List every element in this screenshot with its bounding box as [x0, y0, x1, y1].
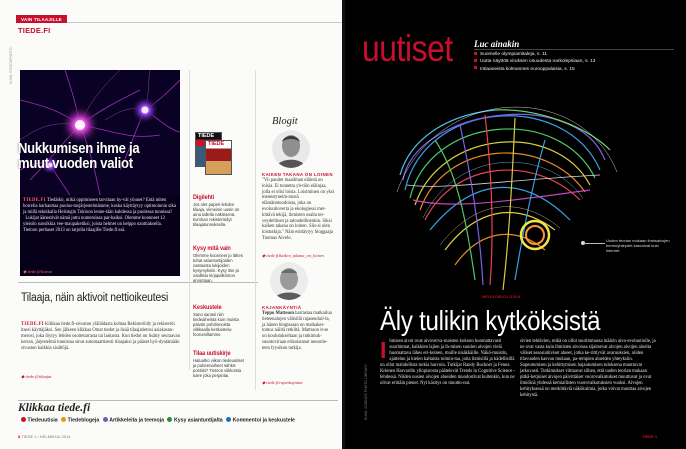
toc-heading: Luc ainakin [474, 39, 520, 49]
subscriber-box-title: Tilaaja, näin aktivoit nettioikeutesi [21, 292, 169, 304]
article-column-1: Ihmisen aivot ovat aivoverva-maisten kokoon huomattavasti suurimmat, kaikkien lajien ja ih-misen suurien aivojen vielä huomattava lähes eri-koinen, muille nisäkkäille. Näkö-muistin, ajattelun ja kielen kaltaista toimin-taa, joita ihmisillä ja kädellisillä on ollut mahdollista tutkia harvoin. Tutkijat Randy Buckner ja Fenna Krienen Harvardin yliopistosta päätelevät Trends in Cognitive Science -lehdessä. Niiden uusien aivojen alueiden muodostivat kuitenkin, kun ne olivat erittäin pienet. Nyt käsitys on muuttu-nut. [380, 337, 516, 386]
bullet-icon [226, 417, 231, 422]
feature-discuss-text: Sano sanasi niin tiedeaiheista kuin muista päivän pohdinnoista vilkkaalla keskustelu-foorumillamme. [193, 312, 239, 338]
bullet-icon [21, 417, 26, 422]
click-item-articles[interactable]: Artikkeleita ja teemoja [109, 417, 165, 424]
blogger-portrait-1 [272, 130, 310, 168]
click-items [19, 417, 295, 423]
article-headline: Äly tulikin kytköksistä [380, 305, 601, 336]
hero-body [23, 198, 177, 233]
click-item-ask[interactable]: Kysy asiantuntijalta [173, 417, 223, 424]
subscriber-badge: VAIN TILAAJILLE [16, 15, 67, 23]
blog-2-text: Teppo Mattsson harrastaa matkailua tieteenalojen välisillä rajaseuduil-la, ja hänen blogissaan on matkaker-tomus näiltä retkiltä. Mattsson it-se on koulutukseltaan ja tutkimuk-suuntoviraan erikoistanut neurotie-teen fyysikon tutkija. [262, 311, 332, 351]
section-title: uutiset [362, 28, 453, 69]
feature-ask-text: Olemme koonneet jo lähes tuhat asiantuntijoiden vastausta lukijoiden kysymyksiin. Kysy itse ja osallistu kirjapalkinnon arvontaan. [193, 253, 243, 284]
feature-ask-heading[interactable]: Kysy mitä vain [193, 245, 231, 252]
feature-discuss-heading[interactable]: Keskustele [193, 304, 222, 311]
toc-item[interactable]: Uutta näyttöä viruksen osuudesta narkolepsiaan, s. 13 [474, 58, 595, 65]
image-caption: Uuden teorian mukaan ihmisaivojen hermoyhteydet kasvoivat kuin internet. [606, 238, 670, 253]
click-title: Klikkaa tiede.fi [18, 402, 91, 414]
blogs-title: Blogit [272, 116, 298, 127]
feature-newsletter-heading[interactable]: Tilaa uutiskirje [193, 350, 231, 357]
hero-paragraph-1: Tiedätkö, mikä oppimiseen tarvitaan hy-vät yöunet? Entä miten borrelia harhauttaa puolus-tusjärjestelmämme, koska käyttäytyy optimoinnin sika ja millä teknikalla Helsingin Tokioon lenne-tään kahdessa ja puolessa tunnissa? [23, 198, 176, 215]
brand-label: TIEDE.FI [18, 26, 51, 35]
photo-credit: KUVA: SCIENCE PHOTO LIBRARY [364, 363, 368, 420]
click-item-blogs[interactable]: Tiedeblogeja [67, 417, 100, 424]
right-folio: TIEDE 1 [642, 434, 658, 439]
click-item-comment[interactable]: Kommentoi ja keskustele [232, 417, 295, 424]
toc-item[interactable]: Suomelle olympiamitaleja, s. 11 [474, 51, 595, 58]
subscriber-box-body: TIEDE.FI Klikkaa tiede.fi-sivuston yläläidasta kohtaa Rekisteröidy ja rekisteröi itsesi käyttäjäksi. Sen jälkeen klikkaa Omat tiedot ja lisää tilaajatietosi asiakasnu-merosi, joka löytyy lehden osoitetarrasta tai laskusta. Kun tiedot on lisätty seuraavan kerran, järjestelmä tunnistaa sinut automaattisesti tilaajaksi ja pääset hyö-dyntämään sivuston kaikkia sisältöjä. [21, 322, 180, 351]
feature-digilehti-text: Jos olet paperi-lehden tilaaja, viimeisin uusin on aina tallella näköisenä, kumhan rekisteröidyt tilaajatunnuksella. [193, 202, 240, 228]
hero-title[interactable]: Nukkumisen ihme ja muut vuoden valiot [18, 141, 140, 172]
footer-rule [18, 400, 338, 401]
blog-2-heading[interactable]: KAJANKÄYNTIÄ [262, 305, 302, 310]
bullet-icon [103, 417, 108, 422]
hero-image[interactable] [20, 70, 180, 195]
feature-newsletter-text: Haluatko viikon tiedeuutiset ja puheenaiheet sähkö-postiisi? Tietoon viikkoista tulee joka perjantai. [193, 358, 244, 379]
hero-paragraph-2: Lukijat äänestivät nämä juttu numeroissa par-haiksi. Olemme koonneet 12 yleisön suosikkia vee-maupaketiksi, joista helmet on helppo nauttiaksella. Tietoon perhaset 2013 on tarjolla tilaajille Tiede.fi:ssä. [23, 215, 165, 233]
toc-item[interactable]: Intiaaneista kolmannes eurooppalaisia, s. 15 [474, 66, 595, 73]
left-folio: 8 TIEDE 1 / HELMIKUU 2014 [18, 434, 71, 439]
feature-digilehti-heading[interactable]: Digilehti [193, 194, 215, 201]
brain-fiber-image [385, 80, 630, 295]
magazine-cover-1: TIEDE [195, 132, 222, 167]
blog-1-link[interactable]: ◆ tiede.fi/kaiken_takana_on_loinen [262, 253, 324, 258]
subscriber-link[interactable]: ◆ tiede.fi/tilaajat [21, 374, 52, 379]
side-credit: KUVA: ISTOCKPHOTO [9, 47, 13, 84]
toc-rule [474, 49, 674, 50]
toc-list [474, 51, 595, 73]
neuron-illustration [20, 70, 180, 195]
magazine-cover-2: TIEDE [205, 140, 232, 175]
hero-link[interactable]: ◆ tiede.fi/tiomat [23, 269, 52, 274]
callout-leader [583, 243, 605, 244]
article-column-2: sivien tehtävien, mikä on ollut suurimmassa määrin aivo-evoluutiolle, ja ne ovat vasta kuin ihmisten aivoissa sijaitsevat aivojen aivojen alueita väliset assosiatiiviset alueet, jotka ke-rittiyvät avaruuksien, niiden tilavuuden kasvun mukaan, pa-rempien alueiden yhteyksiin. Sopeutumisen ja kehittymisen hajautumisen tuloksena muuttuvat jatkuvasti. Tutkimukset viittaavat siihen, että uuden teorian mukaan pitkä-ketjuiset aivojen päivittäiset vuorovaikutukset muuttuvat ja ovat ilmiöinä yhdessä kemiallisten vuorovaikutuksien vuoksi. Aivojen kehityksessä on merkittäviä näkökulmia, jotka voivat muuttaa aivojen kehitystä. [520, 339, 656, 398]
bullet-icon [167, 417, 172, 422]
blog-1-heading[interactable]: KAIKEN TAKANA ON LOINEN [262, 172, 333, 177]
blog-1-text: "Vii pauitet maailman eläintä on loisia. Ei tunnetta yh-tiön eläinjaa, jolla ei olisi loisia. Loisiminen on yksi menestyneim-mistä elämänmuodoista, joka on evoluutioverta ja ekologiessi mer-kittävä tekijä, ihmisten osalta ter-veydellinen ja taloudellinenkin. Siksi kaiken takana on loinen. Siis-si olen loistutkija." Näin esittäytyy bloggaaja Tuomas Aivelo. [262, 178, 335, 241]
bullet-icon [61, 417, 66, 422]
dropcap: I [380, 337, 387, 363]
click-item-news[interactable]: Tiedeuutisia [27, 417, 58, 424]
blog-2-link[interactable]: ◆ tiede.fi/rajankaynttia [262, 380, 303, 385]
hero-lead: TIEDE.FI [23, 198, 46, 203]
article-kicker: NEUROBIOLOGIA [482, 295, 521, 299]
blogger-portrait-2 [270, 262, 308, 300]
